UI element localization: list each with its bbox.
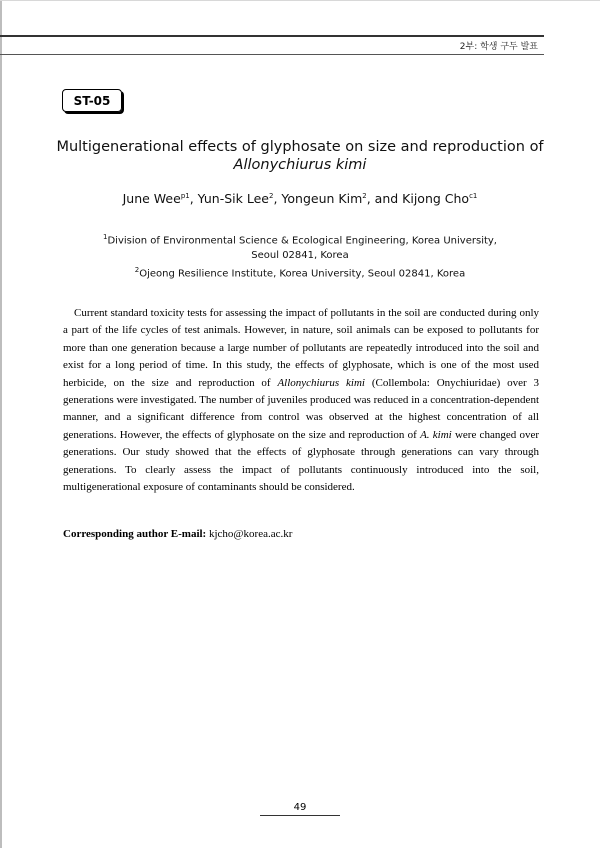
abstract-text: (Collembola: Onychiuridae) over 3 generations were investigated. The number of juveniles produced was reduced in a concentration-dependent manner, and a significant difference from control was observed at the highest concentration of all generations. However, the effects of glyphosate on the size and reproduction of: [63, 376, 540, 441]
author-separator: ,: [273, 191, 282, 206]
author-list: [40, 191, 560, 206]
page-number-underline: [260, 815, 340, 816]
affiliation-line: [70, 263, 530, 281]
abstract-body: [63, 305, 539, 496]
title-species-name: Allonychiurus kimi: [233, 157, 367, 173]
paper-title: [40, 138, 560, 174]
abstract-text: were changed over generations. Our study showed that the effects of glyphosate through generations can vary through generations. To clearly assess the impact of pollutants continuously introduced into the soil, multigenerational exposure of contaminants should be considered.: [63, 428, 539, 494]
header-rule-top: [0, 35, 544, 37]
corresponding-author-label: Corresponding author E-mail:: [63, 528, 207, 540]
title-line: Multigenerational effects of glyphosate on size and reproduction of: [56, 139, 544, 155]
affiliation-marker: 2: [134, 266, 140, 275]
author-affiliation-marker: p1: [180, 191, 190, 200]
header-rule-bottom: [0, 54, 544, 55]
corresponding-author: [63, 528, 292, 540]
author-name: Kijong Cho: [402, 191, 470, 206]
abstract-species-name: Allonychiurus kimi: [277, 376, 365, 389]
affiliation-marker: 1: [103, 233, 108, 241]
affiliations: [70, 230, 530, 282]
page-frame-left-border: [0, 0, 2, 848]
author-name: June Wee: [122, 191, 181, 206]
author-affiliation-marker: 2: [362, 191, 367, 200]
affiliation-text: Division of Environmental Science & Ecological Engineering, Korea University,: [107, 235, 497, 247]
presentation-code-badge: ST-05: [62, 89, 122, 112]
page-frame-top-border: [0, 0, 600, 1]
page-number: 49: [293, 802, 307, 813]
abstract-text: Current standard toxicity tests for assessing the impact of pollutants in the soil are conducted during only a part of the life cycles of test animals. However, in nature, soil animals can be exposed to pollutants for more than one generation because a large number of pollutants are repeatedly introduced into the soil and exist for a long period of time. In this study, the effects of glyphosate, which is one of the most used herbicide, on the size and reproduction of: [63, 307, 539, 389]
affiliation-text: Ojeong Resilience Institute, Korea University, Seoul 02841, Korea: [139, 268, 466, 280]
affiliation-line: Seoul 02841, Korea: [251, 250, 349, 262]
author-name: Yongeun Kim: [281, 191, 363, 206]
author-separator: ,: [189, 191, 198, 206]
author-affiliation-marker: c1: [469, 191, 478, 200]
author-separator: , and: [366, 191, 403, 206]
section-header-label: 2부: 학생 구두 발표: [459, 42, 538, 52]
author-name: Yun-Sik Lee: [197, 191, 269, 206]
corresponding-author-email: kjcho@korea.ac.kr: [206, 528, 293, 540]
abstract-species-name: A. kimi: [420, 428, 452, 441]
affiliation-line: [70, 230, 530, 248]
author-affiliation-marker: 2: [268, 191, 274, 200]
